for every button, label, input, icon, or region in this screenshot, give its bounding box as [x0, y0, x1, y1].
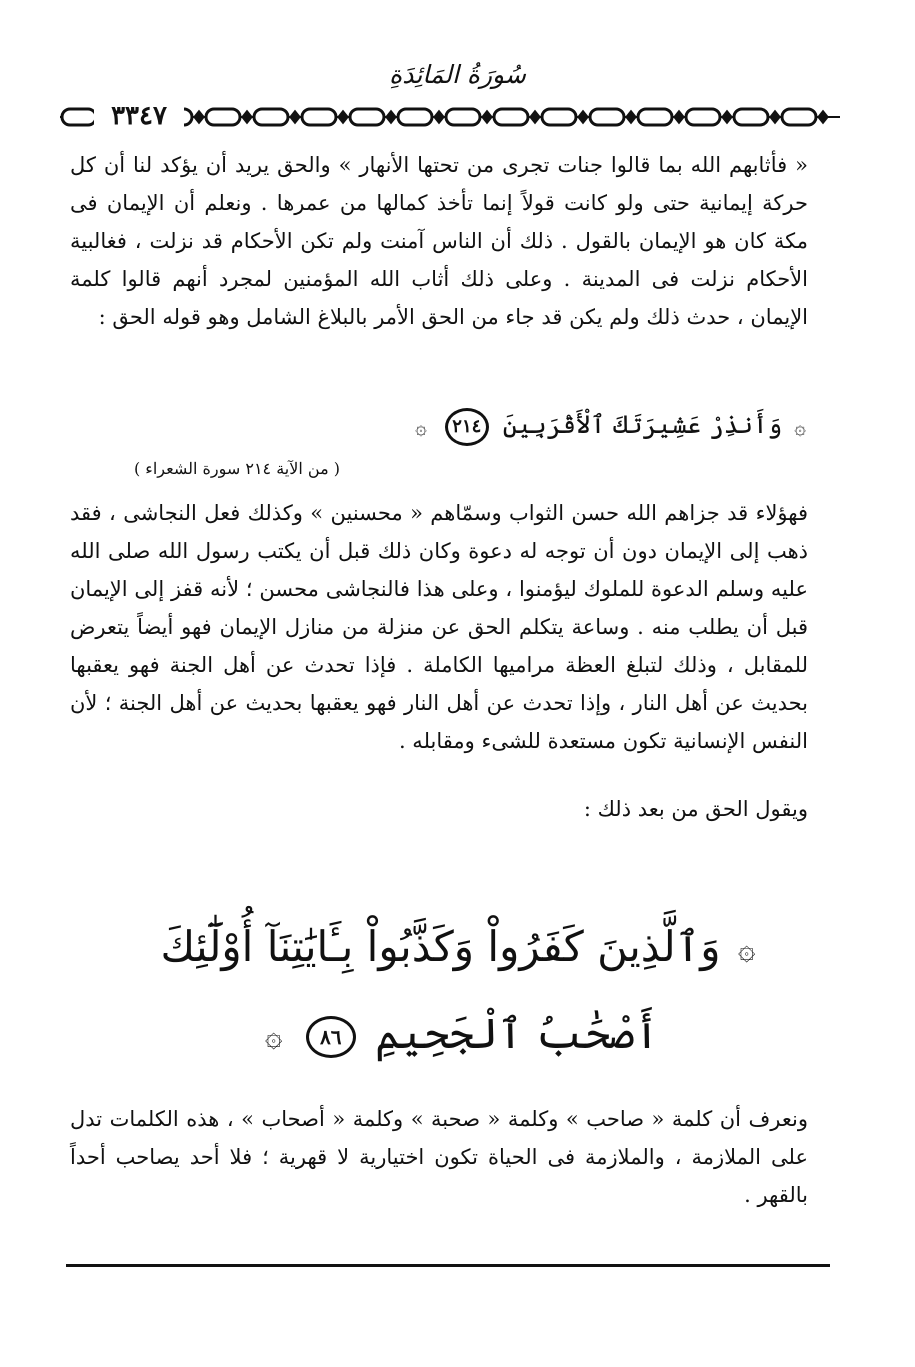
chain-diamond	[243, 112, 251, 122]
verse-number: ٢١٤	[445, 408, 489, 446]
page-number: ٣٣٤٧	[94, 96, 184, 136]
footer-rule	[66, 1264, 830, 1267]
quran-verse	[120, 905, 800, 1079]
chain-link	[446, 109, 480, 125]
chain-link	[398, 109, 432, 125]
chain-link	[590, 109, 624, 125]
paragraph: « فأثابهم الله بما قالوا جنات تجرى من تحتها الأنهار » والحق يريد أن يؤكد لنا أن كل حركة إيمانية حتى ولو كانت قولاً إنما تأخذ كمالها من عمرها . ونعلم أن الإيمان فى مكة كان هو الإيمان بالقول . ذلك أن الناس آمنت ولم تكن الأحكام قد نزلت ، فغالبية الأحكام نزلت فى المدينة . وعلى ذلك أثاب الله المؤمنين لمجرد أنهم قالوا كلمة الإيمان ، حدث ذلك ولم يكن قد جاء من الحق الأمر بالبلاغ الشامل وهو قوله الحق :	[70, 153, 808, 329]
verse-line	[120, 992, 800, 1079]
verse-close-ornament-icon: ۞	[264, 1019, 283, 1054]
verse-close-ornament-icon: ۞	[415, 414, 427, 439]
paragraph: فهؤلاء قد جزاهم الله حسن الثواب وسمّاهم « محسنين » وكذلك فعل النجاشى ، فقد ذهب إلى الإيمان دون أن توجه له دعوة وكان ذلك قبل أن يكتب رسول الله صلى الله عليه وسلم الدعوة للملوك ليؤمنوا ، وعلى هذا فالنجاشى محسن ؛ لأنه قفز إلى الإيمان قبل أن يطلب منه . وساعة يتكلم الحق عن منزلة من منازل الإيمان فهو أيضاً يتعرض للمقابل ، وذلك لتبلغ العظة مراميها الكاملة . فإذا تحدث عن أهل الجنة فهو يعقبها بحديث عن أهل النار ، وإذا تحدث عن أهل النار فهو يعقبها بحديث عن أهل الجنة ؛ لأن النفس الإنسانية تكون مستعدة للشىء ومقابله .	[70, 501, 808, 753]
paragraph: ونعرف أن كلمة « صاحب » وكلمة « صحبة » وكلمة « أصحاب » ، هذه الكلمات تدل على الملازمة ، والملازمة فى الحياة تكون اختيارية لا قهرية ؛ فلا أحد يصاحب أحداً بالقهر .	[70, 1107, 808, 1207]
chain-link	[62, 109, 96, 125]
chain-link	[302, 109, 336, 125]
chain-diamond	[195, 112, 203, 122]
chain-diamond	[435, 112, 443, 122]
chain-diamond	[819, 112, 827, 122]
chain-link	[350, 109, 384, 125]
chain-diamond	[387, 112, 395, 122]
surah-title: سُورَةُ المَائِدَةِ	[389, 60, 526, 89]
chain-diamond	[723, 112, 731, 122]
chain-link	[494, 109, 528, 125]
chain-link	[638, 109, 672, 125]
chain-diamond	[579, 112, 587, 122]
chain-link	[254, 109, 288, 125]
chain-link	[686, 109, 720, 125]
chain-diamond	[339, 112, 347, 122]
chain-link	[782, 109, 816, 125]
chain-diamond	[531, 112, 539, 122]
chain-link	[542, 109, 576, 125]
verse-open-ornament-icon: ۞	[794, 414, 806, 439]
chain-diamond	[675, 112, 683, 122]
verse-text: وَٱلَّذِينَ كَفَرُواْ وَكَذَّبُواْ بِـَٔايَٰتِنَآ أُوْلَٰٓئِكَ	[160, 922, 721, 971]
verse-text: أَصْحَٰبُ ٱلْجَحِيمِ	[375, 1009, 660, 1058]
chain-diamond	[771, 112, 779, 122]
verse-number: ٨٦	[306, 1016, 356, 1058]
chain-link	[734, 109, 768, 125]
verse-reference: ( من الآية ٢١٤ سورة الشعراء )	[133, 459, 340, 478]
verse-line	[120, 905, 800, 992]
chain-link	[206, 109, 240, 125]
chain-diamond	[483, 112, 491, 122]
paragraph: ويقول الحق من بعد ذلك :	[583, 797, 808, 821]
quran-verse	[415, 400, 810, 450]
verse-text: وَأَنذِرْ عَشِيرَتَكَ ٱلْأَقْرَبِينَ	[502, 410, 783, 439]
chain-diamond	[291, 112, 299, 122]
verse-open-ornament-icon: ۞	[737, 932, 756, 967]
chain-diamond	[627, 112, 635, 122]
